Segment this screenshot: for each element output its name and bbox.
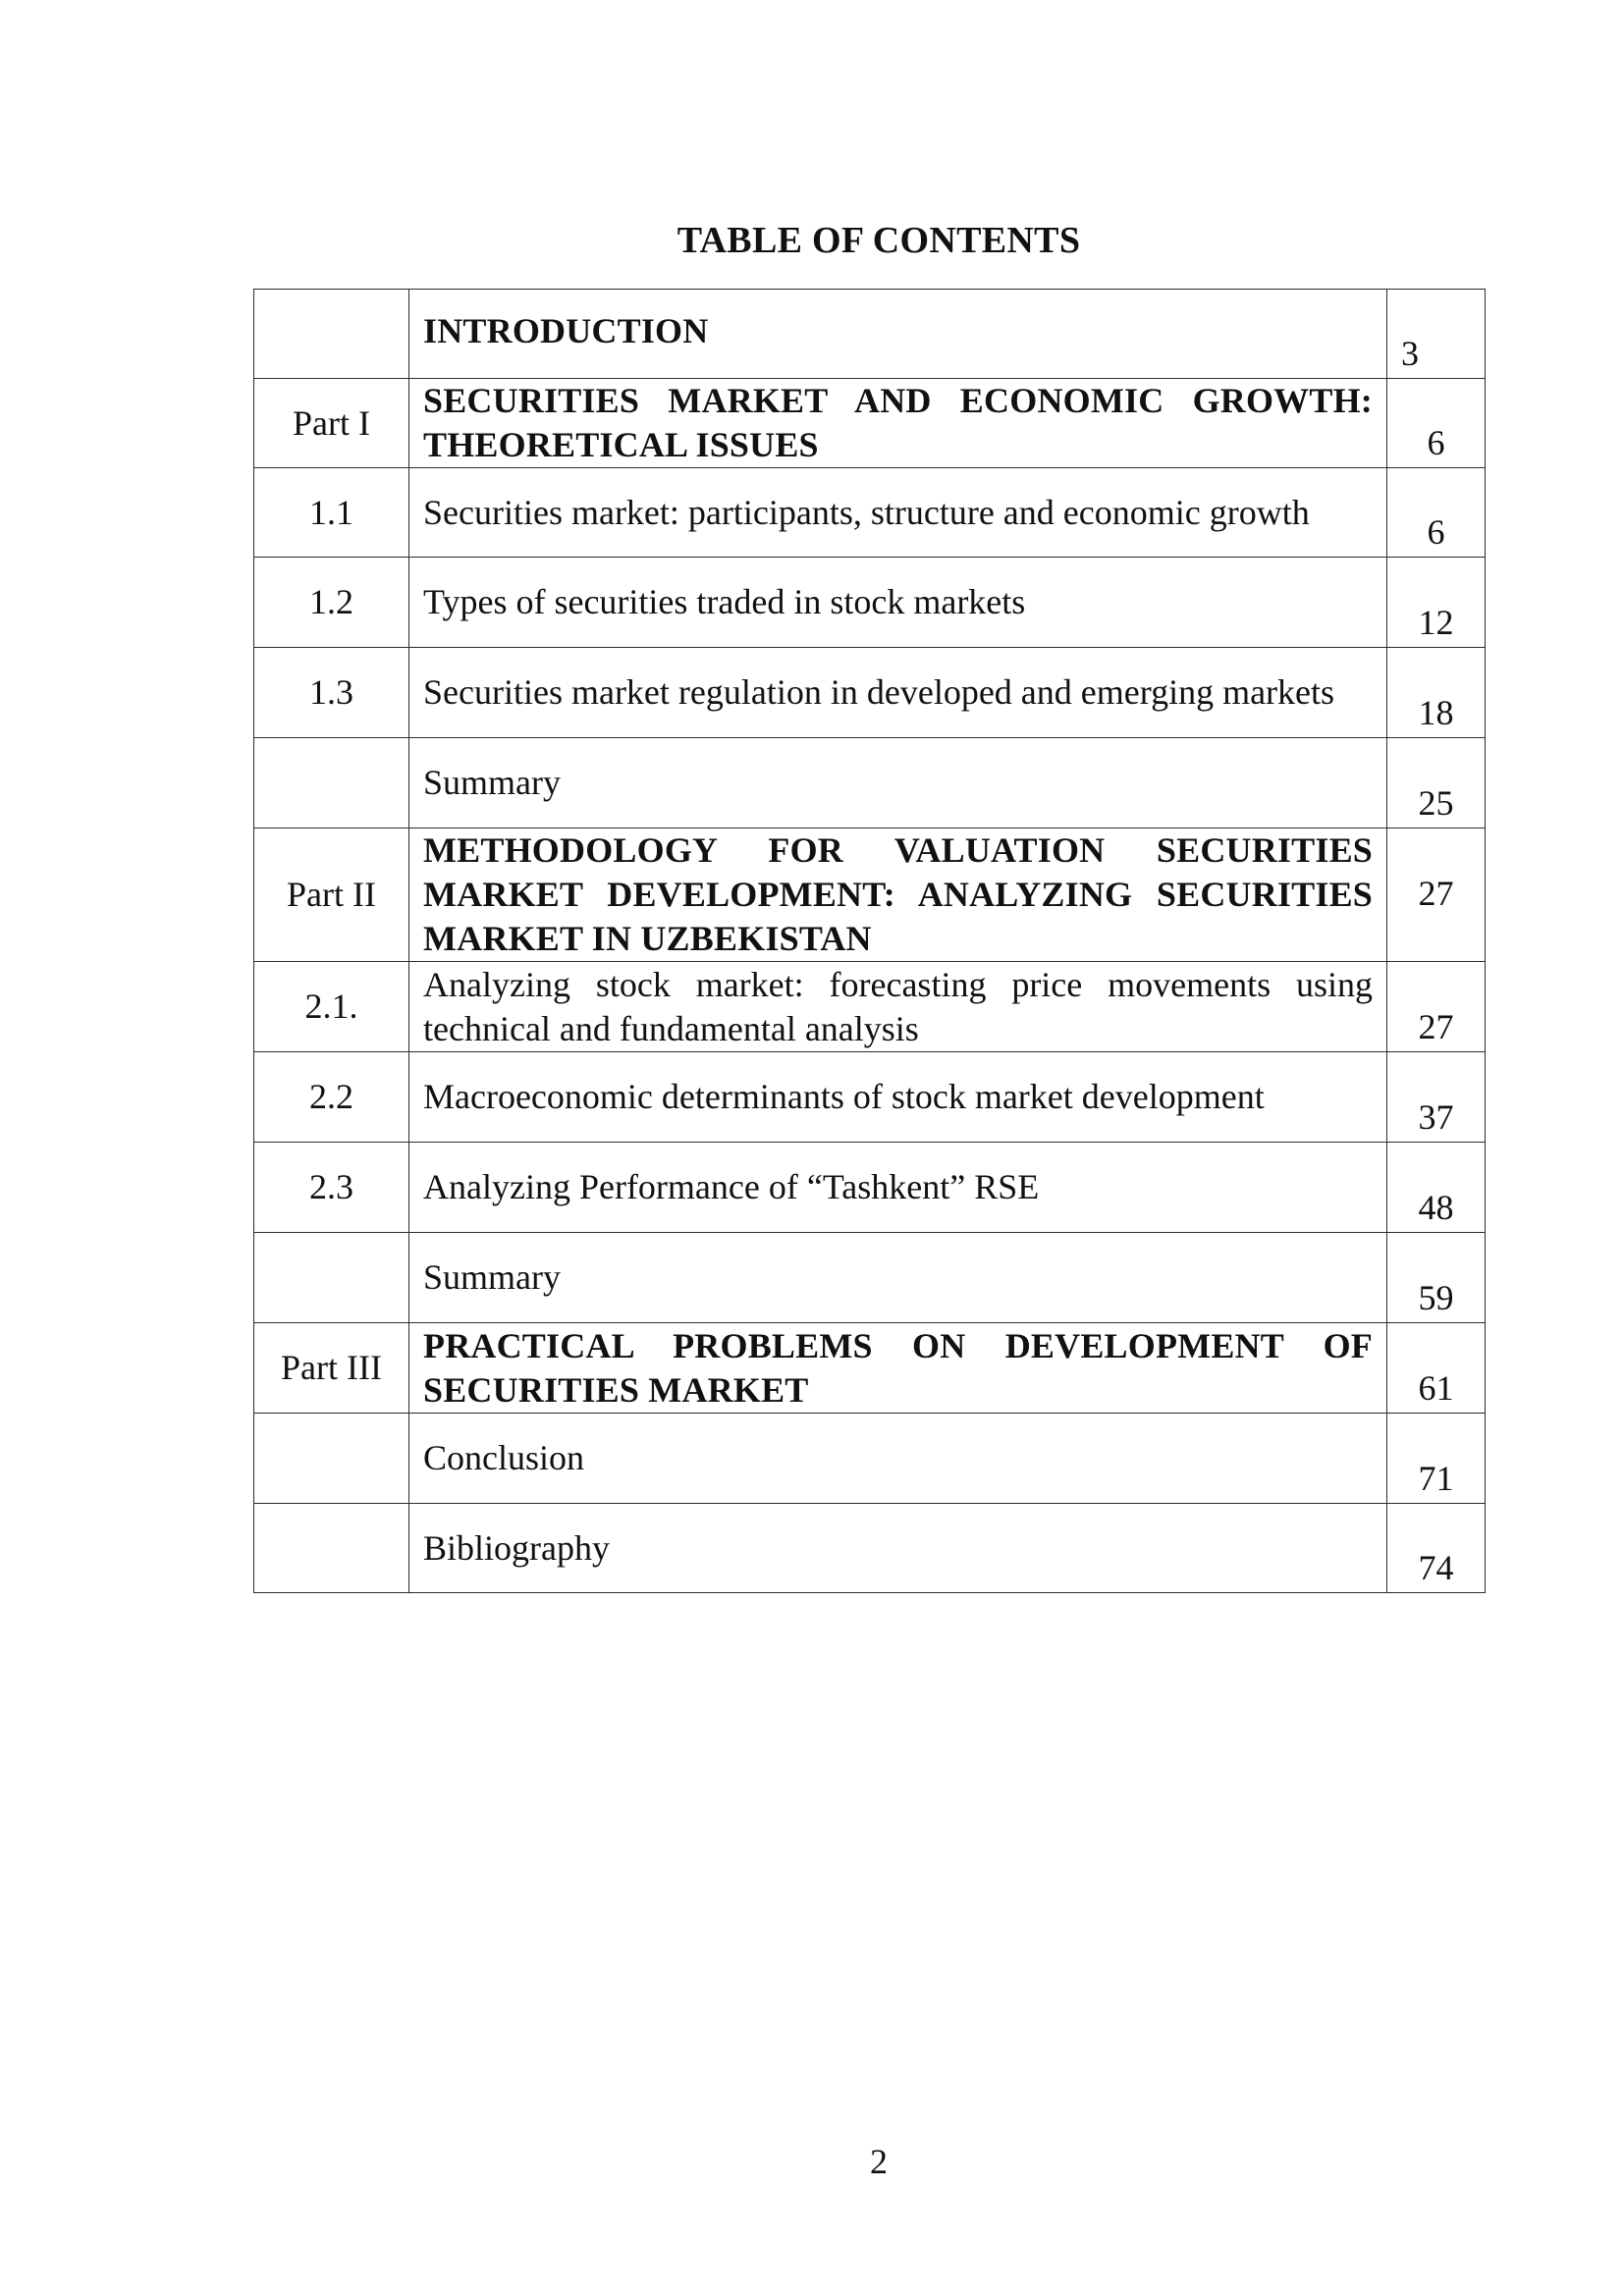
toc-section-number: 2.3: [254, 1143, 409, 1233]
toc-row-2-2: [254, 1052, 1486, 1143]
toc-section-title: Macroeconomic determinants of stock market development: [409, 1052, 1387, 1143]
toc-section-title: SECURITIES MARKET AND ECONOMIC GROWTH: THEORETICAL ISSUES: [409, 379, 1387, 468]
toc-page-number: 12: [1387, 558, 1486, 648]
toc-row-1-1: [254, 468, 1486, 558]
toc-section-title: Conclusion: [409, 1414, 1387, 1504]
toc-section-title: PRACTICAL PROBLEMS ON DEVELOPMENT OF SECURITIES MARKET: [409, 1323, 1387, 1414]
toc-section-number: 1.3: [254, 648, 409, 738]
toc-section-number: Part I: [254, 379, 409, 468]
toc-section-number: [254, 1504, 409, 1593]
page-title: TABLE OF CONTENTS: [677, 220, 1081, 261]
toc-row-2-3: [254, 1143, 1486, 1233]
toc-page-number: 74: [1387, 1504, 1486, 1593]
toc-section-title: Summary: [409, 738, 1387, 828]
toc-page-number: 3: [1387, 290, 1486, 379]
toc-section-title: Types of securities traded in stock markets: [409, 558, 1387, 648]
page-footer-number: 2: [870, 2142, 888, 2181]
toc-section-title: INTRODUCTION: [409, 290, 1387, 379]
toc-row-part-ii: [254, 828, 1486, 962]
toc-row-bibliography: [254, 1504, 1486, 1593]
toc-row-2-1: [254, 962, 1486, 1052]
toc-row-conclusion: [254, 1414, 1486, 1504]
toc-page-number: 71: [1387, 1414, 1486, 1504]
toc-section-number: 2.2: [254, 1052, 409, 1143]
toc-section-number: [254, 738, 409, 828]
toc-section-title: METHODOLOGY FOR VALUATION SECURITIES MARKET DEVELOPMENT: ANALYZING SECURITIES MARKET IN UZBEKISTAN: [409, 828, 1387, 962]
toc-section-title: Securities market regulation in developed and emerging markets: [409, 648, 1387, 738]
toc-page-number: 6: [1387, 468, 1486, 558]
toc-section-title: Summary: [409, 1233, 1387, 1323]
toc-page-number: 18: [1387, 648, 1486, 738]
toc-page-number: 27: [1387, 828, 1486, 962]
toc-page-number: 6: [1387, 379, 1486, 468]
toc-section-number: [254, 290, 409, 379]
toc-section-number: 1.1: [254, 468, 409, 558]
toc-section-title: Analyzing Performance of “Tashkent” RSE: [409, 1143, 1387, 1233]
toc-row-part-i: [254, 379, 1486, 468]
toc-section-title: Bibliography: [409, 1504, 1387, 1593]
table-of-contents: [253, 289, 1486, 1593]
toc-page-number: 27: [1387, 962, 1486, 1052]
toc-page-number: 37: [1387, 1052, 1486, 1143]
toc-row-introduction: [254, 290, 1486, 379]
toc-row-summary-part-ii: [254, 1233, 1486, 1323]
toc-section-number: Part III: [254, 1323, 409, 1414]
toc-section-title: Securities market: participants, structure and economic growth: [409, 468, 1387, 558]
toc-section-number: Part II: [254, 828, 409, 962]
toc-section-number: 1.2: [254, 558, 409, 648]
toc-section-title: Analyzing stock market: forecasting price movements using technical and fundamental analysis: [409, 962, 1387, 1052]
toc-section-number: 2.1.: [254, 962, 409, 1052]
toc-page-number: 61: [1387, 1323, 1486, 1414]
toc-section-number: [254, 1414, 409, 1504]
toc-page-number: 48: [1387, 1143, 1486, 1233]
toc-page-number: 25: [1387, 738, 1486, 828]
toc-page-number: 59: [1387, 1233, 1486, 1323]
toc-row-part-iii: [254, 1323, 1486, 1414]
toc-row-1-3: [254, 648, 1486, 738]
toc-section-number: [254, 1233, 409, 1323]
toc-row-1-2: [254, 558, 1486, 648]
toc-row-summary-part-i: [254, 738, 1486, 828]
